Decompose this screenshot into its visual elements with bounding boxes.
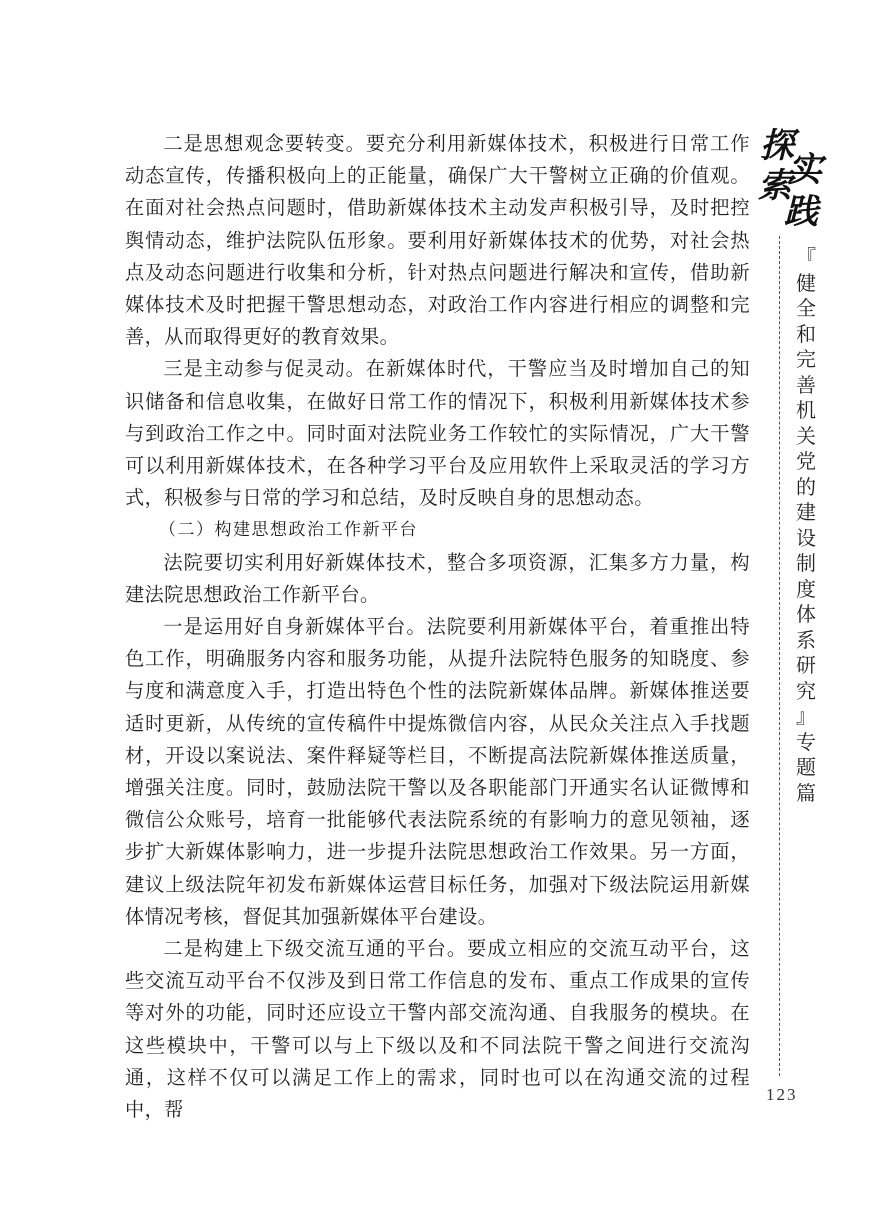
- title-char: 』: [796, 704, 816, 728]
- title-char: 的: [796, 474, 816, 499]
- title-char: 度: [796, 576, 816, 601]
- title-char: 善: [796, 372, 816, 397]
- title-char: 完: [796, 347, 816, 371]
- title-char: 全: [796, 296, 816, 320]
- title-char: 题: [796, 755, 816, 779]
- title-char: 专: [796, 729, 816, 754]
- paragraph-participation: 三是主动参与促灵动。在新媒体时代，干警应当及时增加自己的知识储备和信息收集，在做好日常工作的情况下，积极利用新媒体技术参与到政治工作之中。同时面对法院业务工作较忙的实际情况，广大干警可以利用新媒体技术，在各种学习平台及应用软件上采取灵活的学习方式，积极参与日常的学习和总结，及时反映自身的思想动态。: [125, 357, 750, 510]
- title-char: 党: [796, 449, 816, 473]
- title-char: 研: [796, 653, 816, 677]
- title-char: 机: [796, 398, 816, 422]
- paragraph-exchange-platform: 二是构建上下级交流互通的平台。要成立相应的交流互动平台，这些交流互动平台不仅涉及到日常工作信息的发布、重点工作成果的宣传等对外的功能，同时还应设立干警内部交流沟通、自我服务的模块。在这些模块中，干警可以与上下级以及和不同法院干警之间进行交流沟通，这样不仅可以满足工作上的需求，同时也可以在沟通交流的过程中，帮: [125, 937, 750, 1122]
- vertical-dashed-divider: [779, 236, 780, 1076]
- title-char: 制: [796, 551, 816, 575]
- logo-char: 实: [788, 150, 822, 190]
- body-text: [125, 128, 750, 1126]
- title-char: 健: [796, 270, 816, 295]
- title-char: 设: [796, 525, 816, 550]
- title-char: 和: [796, 321, 816, 346]
- paragraph-ideology: 二是思想观念要转变。要充分利用新媒体技术，积极进行日常工作动态宣传，传播积极向上的正能量，确保广大干警树立正确的价值观。在面对社会热点问题时，借助新媒体技术主动发声积极引导，及时把控舆情动态，维护法院队伍形象。要利用好新媒体技术的优势，对社会热点及动态问题进行收集和分析，针对热点问题进行解决和宣传，借助新媒体技术及时把握干警思想动态，对政治工作内容进行相应的调整和完善，从而取得更好的教育效果。: [125, 132, 750, 349]
- title-char: 建: [796, 500, 816, 524]
- logo-char: 探: [760, 126, 794, 166]
- title-char: 究: [796, 678, 816, 703]
- title-char: 系: [796, 627, 816, 652]
- series-title-vertical: [793, 245, 819, 806]
- paragraph-own-media: 一是运用好自身新媒体平台。法院要利用新媒体平台，着重推出特色工作，明确服务内容和服务功能，从提升法院特色服务的知晓度、参与度和满意度入手，打造出特色个性的法院新媒体品牌。新媒体推送要适时更新，从传统的宣传稿件中提炼微信内容，从民众关注点入手找题材，开设以案说法、案件释疑等栏目，不断提高法院新媒体推送质量，增强关注度。同时，鼓励法院干警以及各职能部门开通实名认证微博和微信公众账号，培育一批能够代表法院系统的有影响力的意见领袖，逐步扩大新媒体影响力，进一步提升法院思想政治工作效果。另一方面，建议上级法院年初发布新媒体运营目标任务，加强对下级法院运用新媒体情况考核，督促其加强新媒体平台建设。: [125, 615, 750, 928]
- section-heading: （二）构建思想政治工作新平台: [159, 520, 418, 541]
- page-number: 123: [766, 1085, 798, 1104]
- title-char: 篇: [796, 780, 816, 805]
- series-logo: [758, 120, 820, 232]
- title-char: 『: [796, 245, 816, 269]
- logo-char: 索: [758, 166, 792, 206]
- title-char: 体: [796, 602, 816, 626]
- title-char: 关: [796, 423, 816, 448]
- paragraph-platform-intro: 法院要切实利用好新媒体技术，整合多项资源，汇集多方力量，构建法院思想政治工作新平台。: [125, 550, 750, 606]
- logo-char: 践: [784, 192, 818, 232]
